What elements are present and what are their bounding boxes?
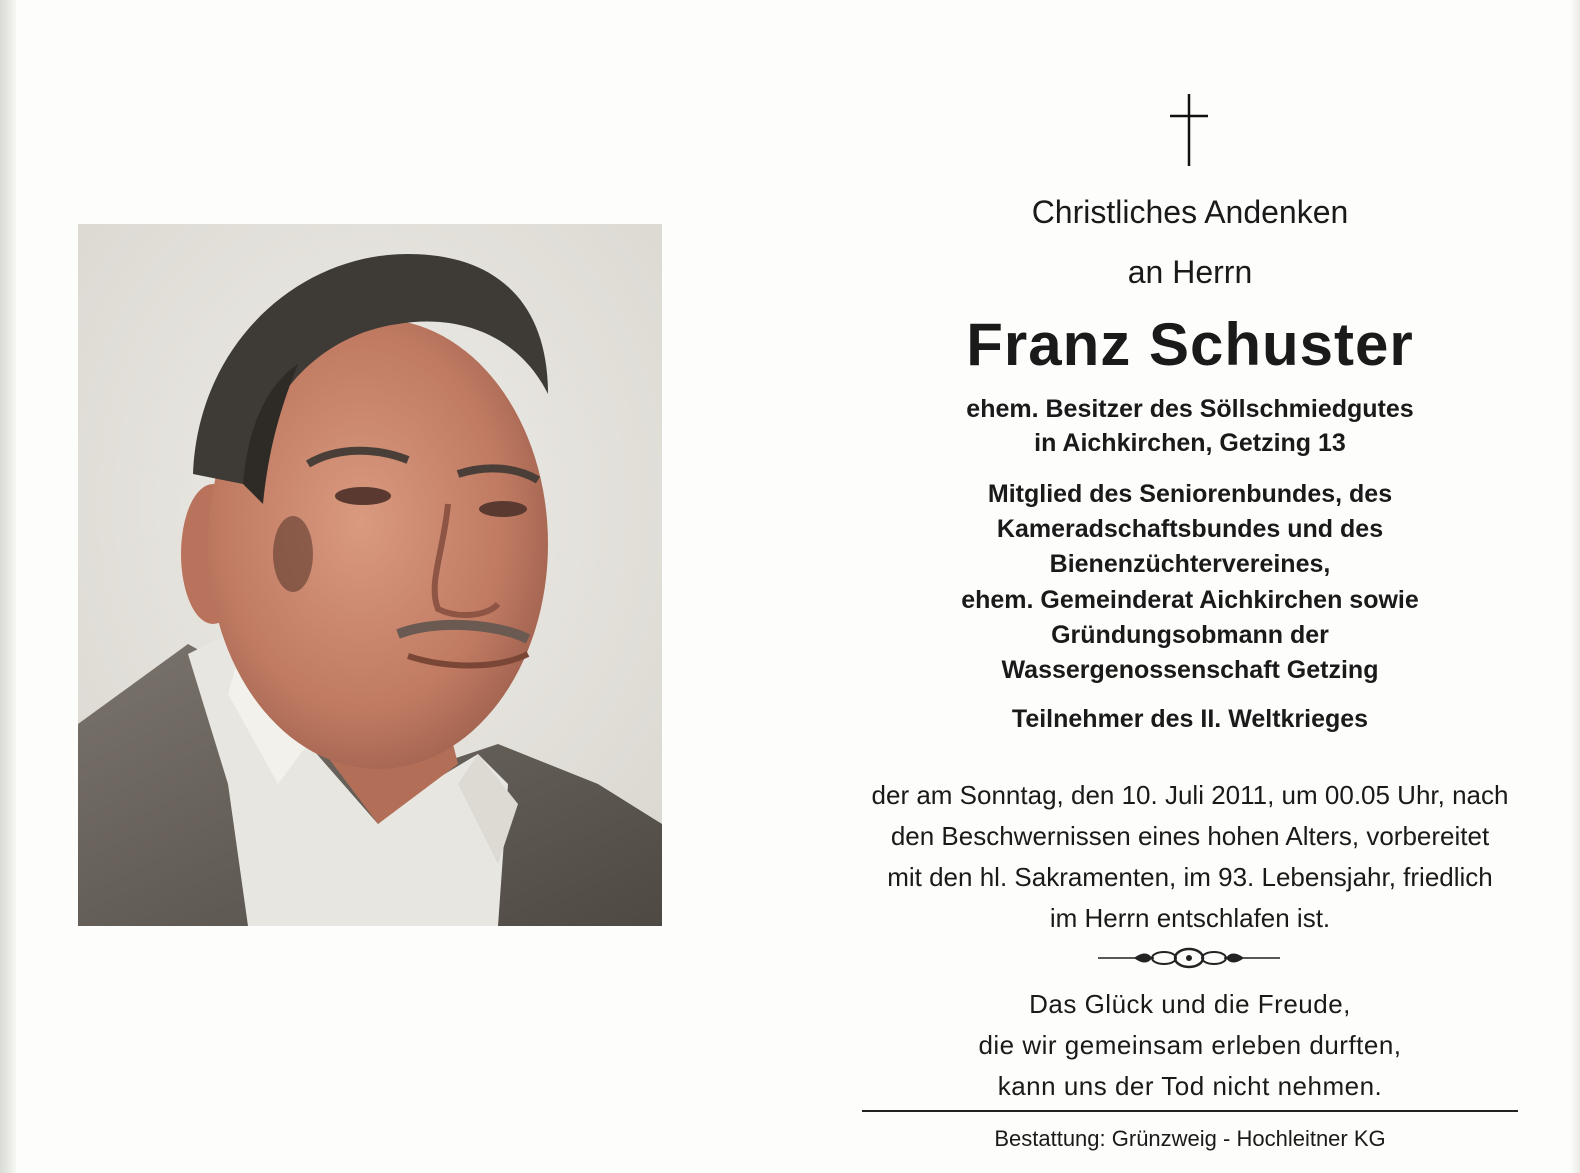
portrait-photo: [78, 224, 662, 926]
membership-line: Kameradschaftsbundes und des: [996, 515, 1384, 543]
membership-line: Wassergenossenschaft Getzing: [1001, 656, 1379, 684]
death-notice-line: mit den hl. Sakramenten, im 93. Lebensjahr, friedlich: [887, 862, 1493, 892]
death-notice-line: den Beschwernissen eines hohen Alters, vorbereitet: [890, 821, 1490, 851]
funeral-home-credit: Bestattung: Grünzweig - Hochleitner KG: [994, 1126, 1386, 1151]
war-note: Teilnehmer des II. Weltkrieges: [1011, 705, 1369, 733]
quote-line: kann uns der Tod nicht nehmen.: [997, 1071, 1383, 1101]
scan-shadow-left: [0, 0, 16, 1173]
quote-line: die wir gemeinsam erleben durften,: [978, 1030, 1402, 1060]
death-notice-line: im Herrn entschlafen ist.: [1049, 903, 1331, 933]
intro-line-2: an Herrn: [1127, 254, 1253, 290]
cross-icon: [1170, 94, 1208, 166]
membership-line: ehem. Gemeinderat Aichkirchen sowie: [961, 586, 1419, 614]
membership-line: Mitglied des Seniorenbundes, des: [987, 480, 1393, 508]
membership-line: Bienenzüchtervereines,: [1049, 550, 1331, 578]
membership-line: Gründungsobmann der: [1051, 621, 1329, 649]
role-line: ehem. Besitzer des Söllschmiedgutes: [966, 395, 1414, 423]
footer-divider: [862, 1110, 1518, 1112]
death-notice-line: der am Sonntag, den 10. Juli 2011, um 00.05 Uhr, nach: [871, 780, 1509, 810]
intro-line-1: Christliches Andenken: [1031, 194, 1349, 230]
ornament-divider-icon: [1094, 944, 1284, 972]
role-line: in Aichkirchen, Getzing 13: [1034, 429, 1346, 457]
scan-edge-right: [1570, 0, 1580, 1173]
deceased-name: Franz Schuster: [966, 311, 1414, 378]
portrait-illustration: [78, 224, 662, 926]
quote-line: Das Glück und die Freude,: [1029, 989, 1351, 1019]
